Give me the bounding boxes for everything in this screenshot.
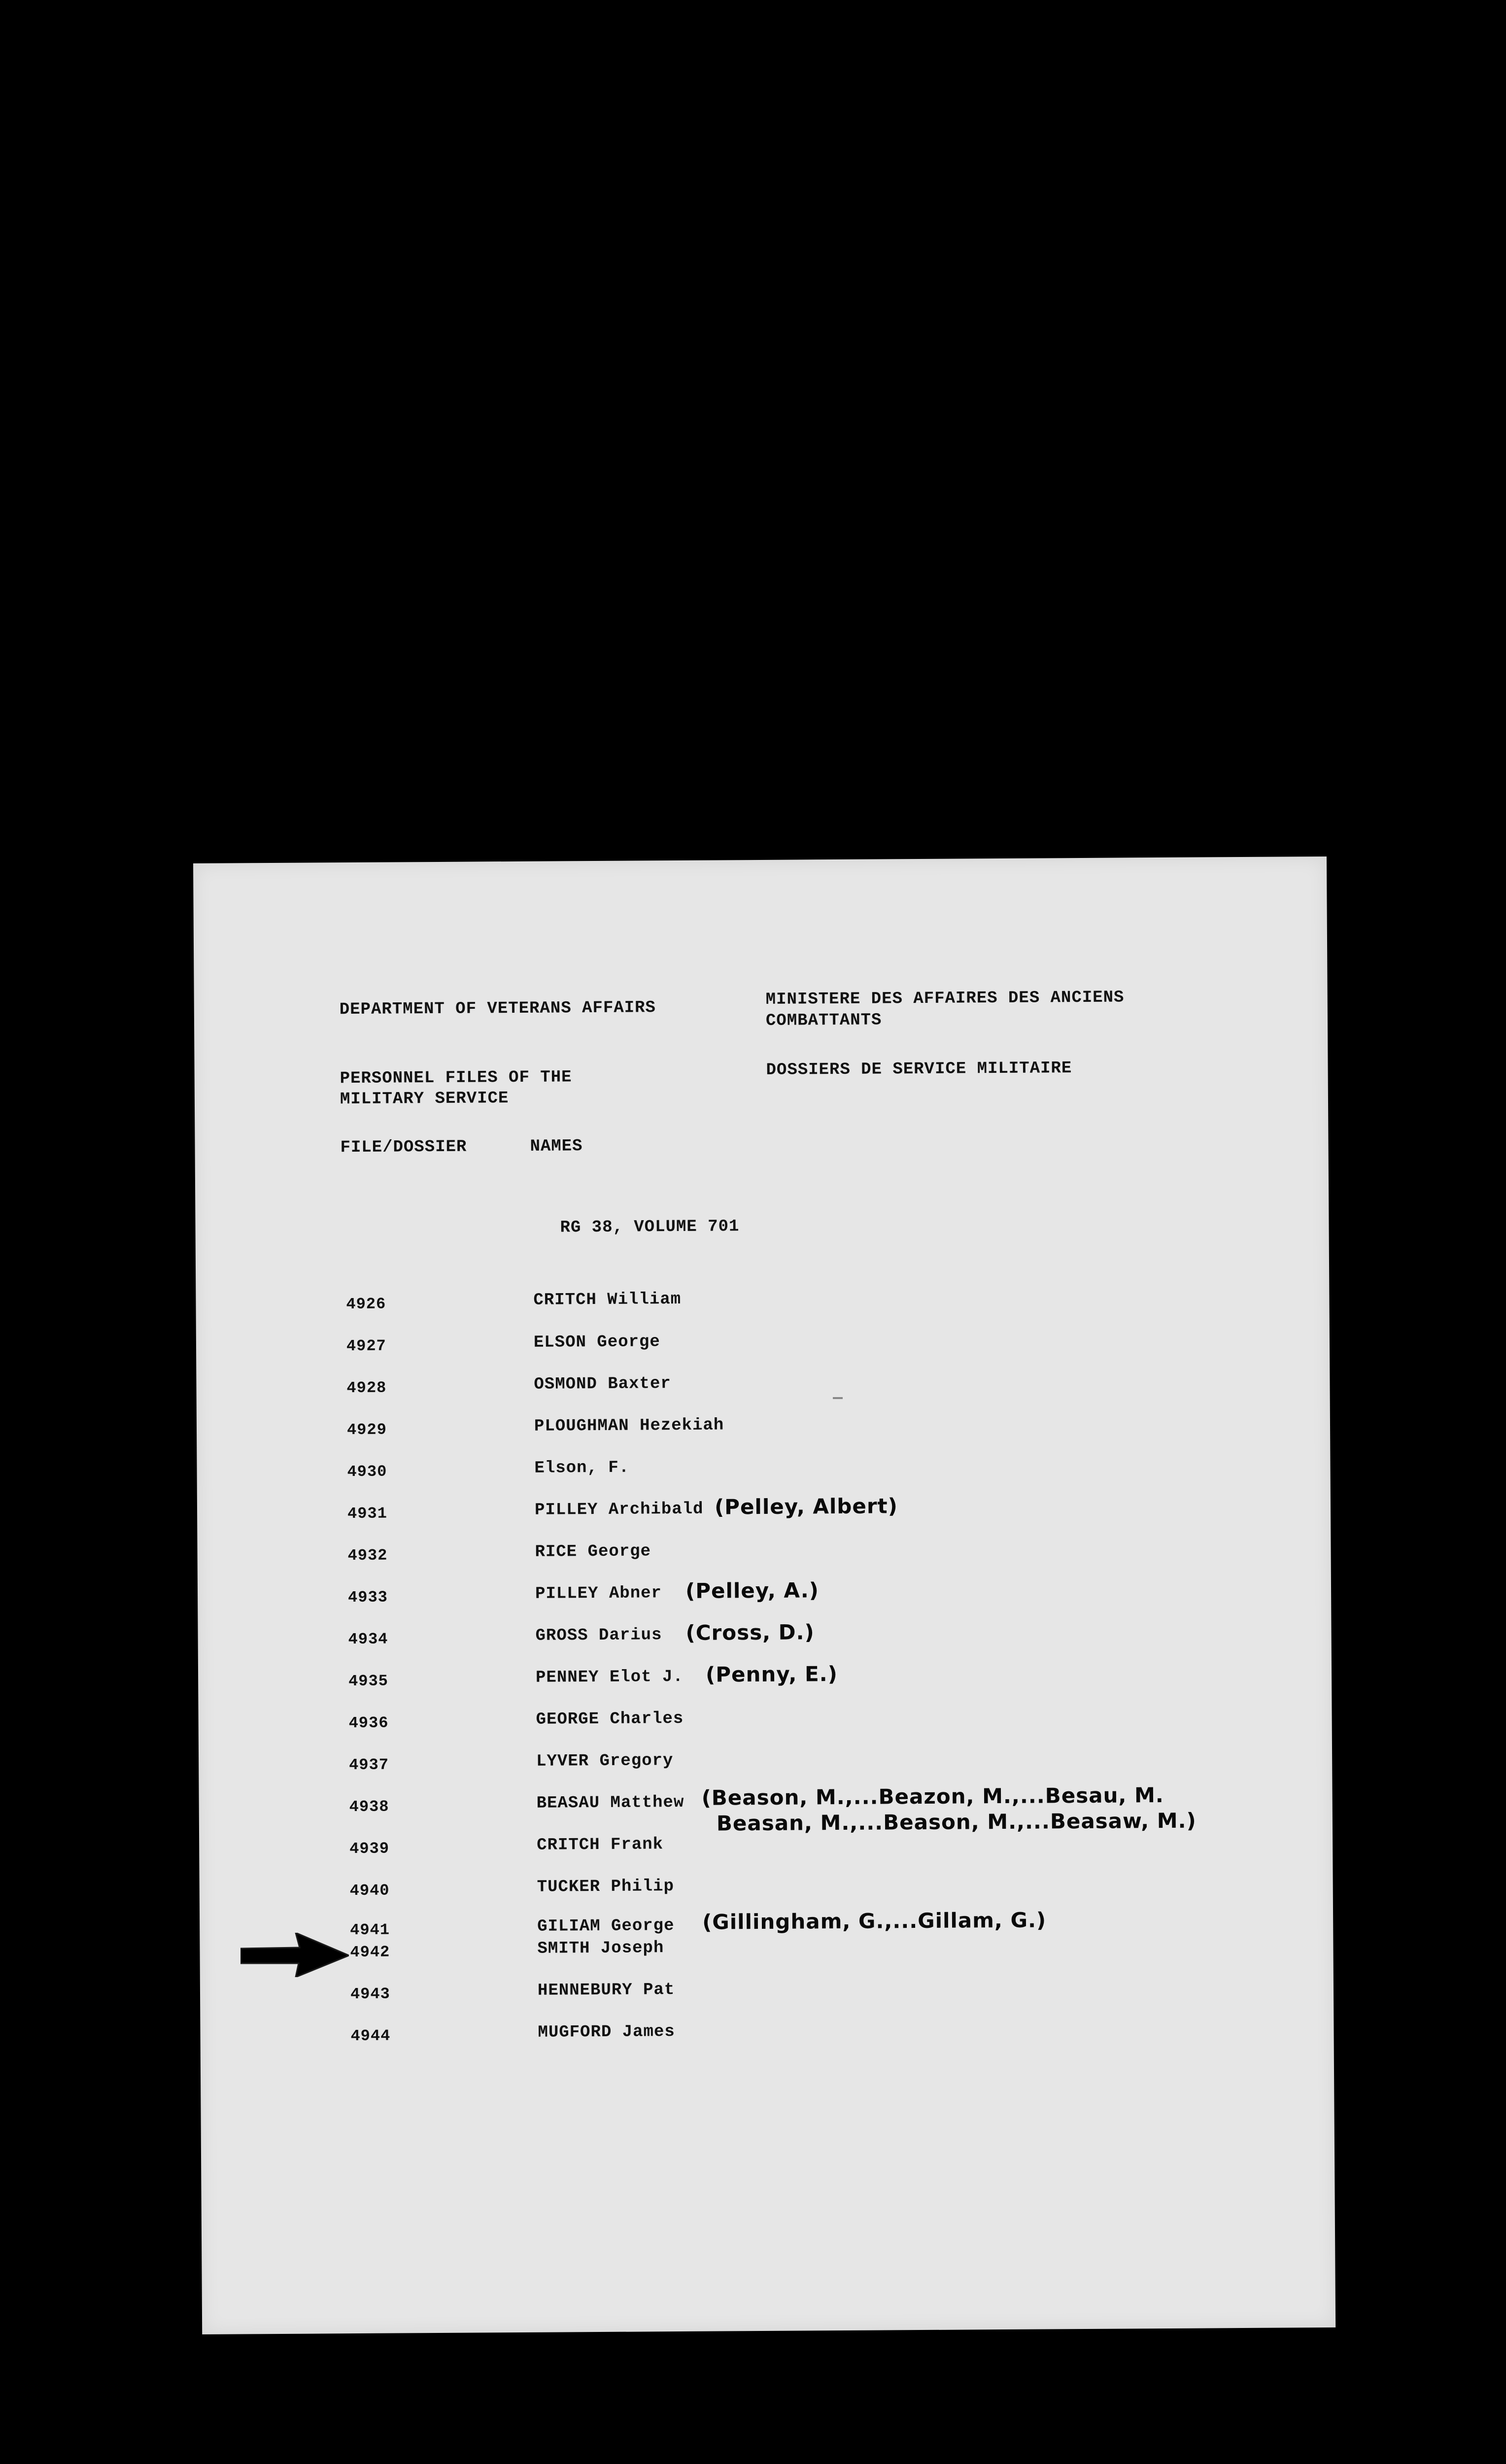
file-number: 4930 [347,1462,387,1481]
series-title-fr: DOSSIERS DE SERVICE MILITAIRE [766,1059,1072,1080]
file-number: 4937 [349,1755,389,1775]
file-number: 4943 [350,1985,390,2004]
entry-name: HENNEBURY Pat [537,1981,675,2000]
file-number: 4942 [350,1943,390,1962]
file-number: 4933 [347,1588,388,1607]
entry-alias: (Penny, E.) [705,1662,838,1687]
entry-alias: (Pelley, Albert) [714,1494,898,1519]
entry-name: GILIAM George [537,1916,675,1936]
entry-name: LYVER Gregory [536,1751,674,1771]
file-number: 4939 [349,1839,390,1858]
department-title-fr-line2: COMBATTANTS [765,1011,882,1030]
stray-mark [833,1397,843,1399]
entry-name: PILLEY Abner [535,1584,662,1604]
file-number: 4935 [348,1672,389,1691]
column-header-file: FILE/DOSSIER [340,1137,467,1158]
entry-alias: (Beason, M.,...Beazon, M.,...Besau, M. [701,1783,1164,1810]
file-number: 4932 [347,1546,388,1565]
file-number: 4936 [348,1713,389,1733]
entry-name: BEASAU Matthew [536,1793,685,1813]
entry-name: MUGFORD James [538,2022,675,2042]
file-number: 4931 [347,1504,387,1523]
file-number: 4934 [348,1630,388,1649]
entry-alias: (Pelley, A.) [685,1578,820,1603]
file-number: 4944 [350,2026,391,2046]
entry-alias-line2: Beasan, M.,...Beason, M.,...Beasaw, M.) [716,1808,1197,1836]
document-page [193,856,1335,2334]
entry-name: TUCKER Philip [537,1877,675,1897]
entry-alias: (Gillingham, G.,...Gillam, G.) [702,1908,1047,1934]
volume-reference: RG 38, VOLUME 701 [560,1217,740,1237]
entry-name: CRITCH William [533,1290,682,1310]
entry-name: CRITCH Frank [537,1835,664,1855]
entry-alias: (Cross, D.) [685,1620,815,1645]
file-number: 4928 [346,1378,387,1398]
pointer-arrow-icon [240,1933,349,1977]
file-number: 4938 [349,1797,389,1816]
entry-name: SMITH Joseph [537,1939,664,1958]
column-header-names: NAMES [530,1137,583,1156]
entry-name: OSMOND Baxter [534,1374,671,1394]
file-number: 4941 [350,1920,390,1940]
file-number: 4929 [346,1420,387,1439]
entry-name: Elson, F. [534,1458,630,1478]
file-number: 4926 [346,1295,386,1314]
department-title-en: DEPARTMENT OF VETERANS AFFAIRS [339,998,656,1020]
entry-name: RICE George [535,1542,651,1562]
entry-name: GROSS Darius [535,1626,662,1645]
series-title-en-line1: PERSONNEL FILES OF THE [340,1068,572,1089]
file-number: 4940 [349,1881,390,1900]
entry-name: PENNEY Elot J. [535,1667,684,1687]
file-number: 4927 [346,1336,386,1356]
department-title-fr-line1: MINISTERE DES AFFAIRES DES ANCIENS [765,988,1125,1009]
entry-name: GEORGE Charles [536,1709,684,1729]
series-title-en-line2: MILITARY SERVICE [340,1089,509,1109]
entry-name: PILLEY Archibald [534,1500,704,1520]
entry-name: PLOUGHMAN Hezekiah [534,1416,724,1436]
entry-name: ELSON George [533,1333,660,1352]
